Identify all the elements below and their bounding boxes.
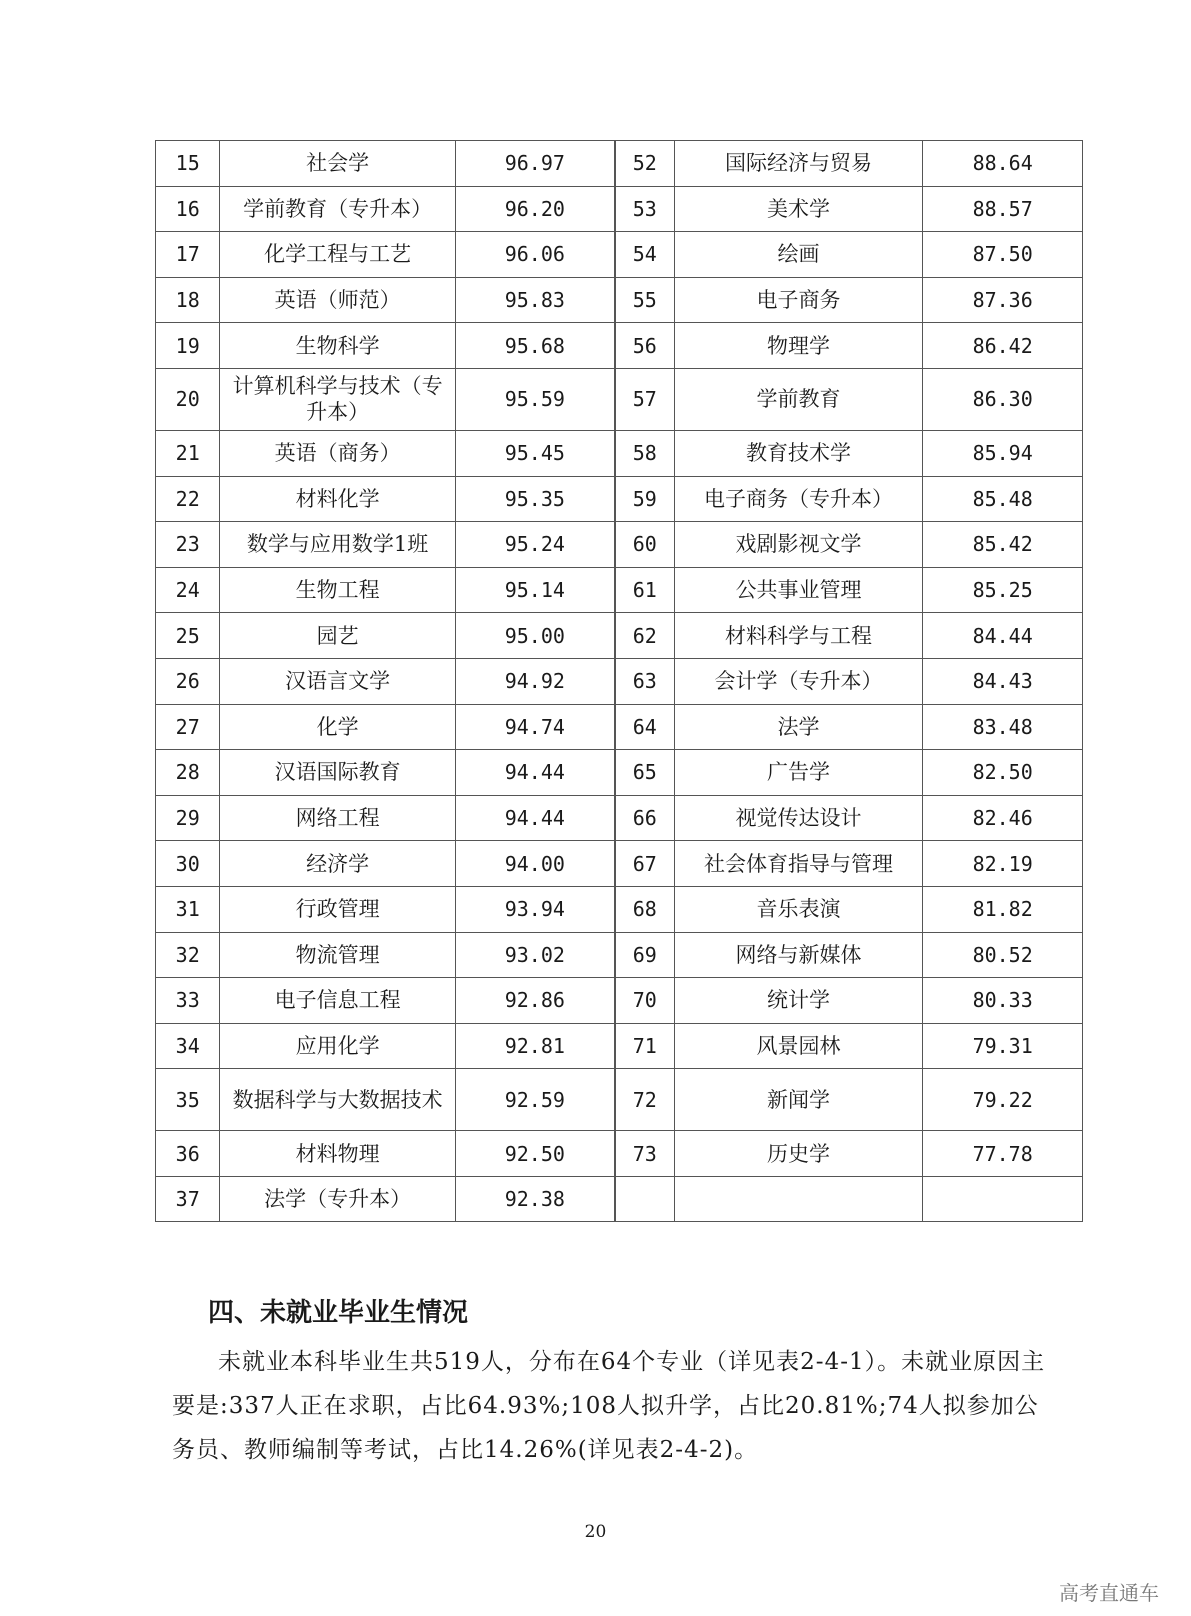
major-cell: 园艺 [220,613,455,659]
table-body [156,141,1083,1222]
watermark: 高考直通车 [1059,1581,1159,1605]
major-cell: 材料化学 [220,476,455,522]
rate-cell: 85.48 [923,476,1083,522]
major-cell: 生物科学 [220,323,455,369]
rate-cell: 85.42 [923,522,1083,568]
rank-cell: 28 [156,750,220,796]
table-row [156,567,1083,613]
major-cell: 学前教育（专升本） [220,186,455,232]
rank-cell: 57 [615,368,674,430]
rank-cell: 30 [156,841,220,887]
major-cell: 英语（师范） [220,277,455,323]
major-cell: 网络与新媒体 [674,932,923,978]
rate-cell: 96.97 [455,141,615,187]
rate-cell: 95.35 [455,476,615,522]
rate-cell: 92.59 [455,1069,615,1131]
rate-cell: 86.42 [923,323,1083,369]
rank-cell: 24 [156,567,220,613]
rate-cell: 94.44 [455,750,615,796]
table-row [156,368,1083,430]
major-cell: 英语（商务） [220,430,455,476]
table-row [156,232,1083,278]
rate-cell: 96.20 [455,186,615,232]
rank-cell: 35 [156,1069,220,1131]
table-row [156,1176,1083,1222]
major-cell: 网络工程 [220,795,455,841]
table-row [156,704,1083,750]
rate-cell: 81.82 [923,886,1083,932]
major-cell: 风景园林 [674,1023,923,1069]
table-row [156,795,1083,841]
major-cell: 学前教育 [674,368,923,430]
rank-cell: 72 [615,1069,674,1131]
major-cell: 应用化学 [220,1023,455,1069]
rate-cell: 84.44 [923,613,1083,659]
rate-cell: 80.33 [923,978,1083,1024]
table-row [156,323,1083,369]
rank-cell: 53 [615,186,674,232]
major-cell: 材料物理 [220,1131,455,1177]
major-cell: 汉语言文学 [220,658,455,704]
table-row [156,141,1083,187]
major-cell: 法学 [674,704,923,750]
rate-cell: 95.68 [455,323,615,369]
table-row [156,886,1083,932]
section-paragraph: 未就业本科毕业生共519人，分布在64个专业（详见表2-4-1）。未就业原因主要是:337人正在求职，占比64.93%;108人拟升学，占比20.81%;74人拟参加公务员、教师编制等考试，占比14.26%(详见表2-4-2)。 [172,1349,1046,1463]
rate-cell: 80.52 [923,932,1083,978]
rate-cell: 92.81 [455,1023,615,1069]
rank-cell: 55 [615,277,674,323]
rank-cell: 33 [156,978,220,1024]
rate-cell: 95.59 [455,368,615,430]
rate-cell: 79.31 [923,1023,1083,1069]
table-row [156,277,1083,323]
table-row [156,1023,1083,1069]
rank-cell: 27 [156,704,220,750]
rate-cell: 95.83 [455,277,615,323]
rank-cell: 59 [615,476,674,522]
rank-cell: 36 [156,1131,220,1177]
rate-cell: 82.19 [923,841,1083,887]
data-table [155,140,1083,1222]
major-cell: 统计学 [674,978,923,1024]
major-cell: 国际经济与贸易 [674,141,923,187]
table-row [156,1131,1083,1177]
major-cell: 绘画 [674,232,923,278]
rank-cell: 56 [615,323,674,369]
rank-cell: 37 [156,1176,220,1222]
major-cell [674,1176,923,1222]
major-cell: 物理学 [674,323,923,369]
major-cell: 数据科学与大数据技术 [220,1069,455,1131]
rate-cell: 92.38 [455,1176,615,1222]
table-row [156,430,1083,476]
rank-cell: 21 [156,430,220,476]
table-row [156,932,1083,978]
rate-cell: 95.14 [455,567,615,613]
major-cell: 美术学 [674,186,923,232]
major-cell: 广告学 [674,750,923,796]
rate-cell: 94.44 [455,795,615,841]
rate-cell: 95.45 [455,430,615,476]
table-row [156,750,1083,796]
rank-cell: 22 [156,476,220,522]
rate-cell: 83.48 [923,704,1083,750]
rate-cell: 94.92 [455,658,615,704]
major-cell: 电子商务（专升本） [674,476,923,522]
rate-cell: 87.50 [923,232,1083,278]
major-cell: 历史学 [674,1131,923,1177]
major-cell: 社会学 [220,141,455,187]
table-row [156,522,1083,568]
rate-cell: 86.30 [923,368,1083,430]
rate-cell: 92.86 [455,978,615,1024]
major-cell: 计算机科学与技术（专升本） [220,368,455,430]
major-cell: 电子商务 [674,277,923,323]
table-row [156,476,1083,522]
rank-cell: 66 [615,795,674,841]
major-cell: 教育技术学 [674,430,923,476]
rate-cell: 95.24 [455,522,615,568]
rate-cell: 85.25 [923,567,1083,613]
rank-cell: 29 [156,795,220,841]
major-cell: 物流管理 [220,932,455,978]
rank-cell: 34 [156,1023,220,1069]
major-cell: 会计学（专升本） [674,658,923,704]
rank-cell: 68 [615,886,674,932]
rate-cell [923,1176,1083,1222]
major-cell: 经济学 [220,841,455,887]
rank-cell: 65 [615,750,674,796]
major-cell: 行政管理 [220,886,455,932]
major-cell: 社会体育指导与管理 [674,841,923,887]
rate-cell: 84.43 [923,658,1083,704]
major-cell: 公共事业管理 [674,567,923,613]
rank-cell: 31 [156,886,220,932]
rate-cell: 92.50 [455,1131,615,1177]
page-number: 20 [584,1522,607,1542]
rate-cell: 96.06 [455,232,615,278]
table-row [156,613,1083,659]
major-cell: 生物工程 [220,567,455,613]
rank-cell: 26 [156,658,220,704]
major-cell: 汉语国际教育 [220,750,455,796]
major-cell: 法学（专升本） [220,1176,455,1222]
rate-cell: 88.57 [923,186,1083,232]
rank-cell: 20 [156,368,220,430]
rate-cell: 79.22 [923,1069,1083,1131]
table-row [156,186,1083,232]
employment-rate-table [155,140,1083,1222]
rank-cell: 25 [156,613,220,659]
rate-cell: 94.00 [455,841,615,887]
rate-cell: 93.94 [455,886,615,932]
table-row [156,978,1083,1024]
major-cell: 化学 [220,704,455,750]
rate-cell: 85.94 [923,430,1083,476]
rank-cell: 23 [156,522,220,568]
rank-cell [615,1176,674,1222]
rank-cell: 60 [615,522,674,568]
rank-cell: 62 [615,613,674,659]
major-cell: 数学与应用数学1班 [220,522,455,568]
rate-cell: 87.36 [923,277,1083,323]
rank-cell: 67 [615,841,674,887]
rank-cell: 54 [615,232,674,278]
rank-cell: 73 [615,1131,674,1177]
rate-cell: 82.46 [923,795,1083,841]
rate-cell: 93.02 [455,932,615,978]
major-cell: 新闻学 [674,1069,923,1131]
rank-cell: 32 [156,932,220,978]
rank-cell: 18 [156,277,220,323]
major-cell: 化学工程与工艺 [220,232,455,278]
major-cell: 音乐表演 [674,886,923,932]
rank-cell: 70 [615,978,674,1024]
rate-cell: 77.78 [923,1131,1083,1177]
rank-cell: 19 [156,323,220,369]
rate-cell: 95.00 [455,613,615,659]
table-row [156,1069,1083,1131]
major-cell: 电子信息工程 [220,978,455,1024]
rank-cell: 63 [615,658,674,704]
major-cell: 戏剧影视文学 [674,522,923,568]
rank-cell: 58 [615,430,674,476]
rank-cell: 15 [156,141,220,187]
table-row [156,841,1083,887]
rate-cell: 82.50 [923,750,1083,796]
rank-cell: 69 [615,932,674,978]
rank-cell: 52 [615,141,674,187]
section-heading: 四、未就业毕业生情况 [208,1298,469,1328]
rank-cell: 64 [615,704,674,750]
rate-cell: 94.74 [455,704,615,750]
major-cell: 视觉传达设计 [674,795,923,841]
rank-cell: 61 [615,567,674,613]
table-row [156,658,1083,704]
rank-cell: 16 [156,186,220,232]
rate-cell: 88.64 [923,141,1083,187]
major-cell: 材料科学与工程 [674,613,923,659]
rank-cell: 17 [156,232,220,278]
rank-cell: 71 [615,1023,674,1069]
